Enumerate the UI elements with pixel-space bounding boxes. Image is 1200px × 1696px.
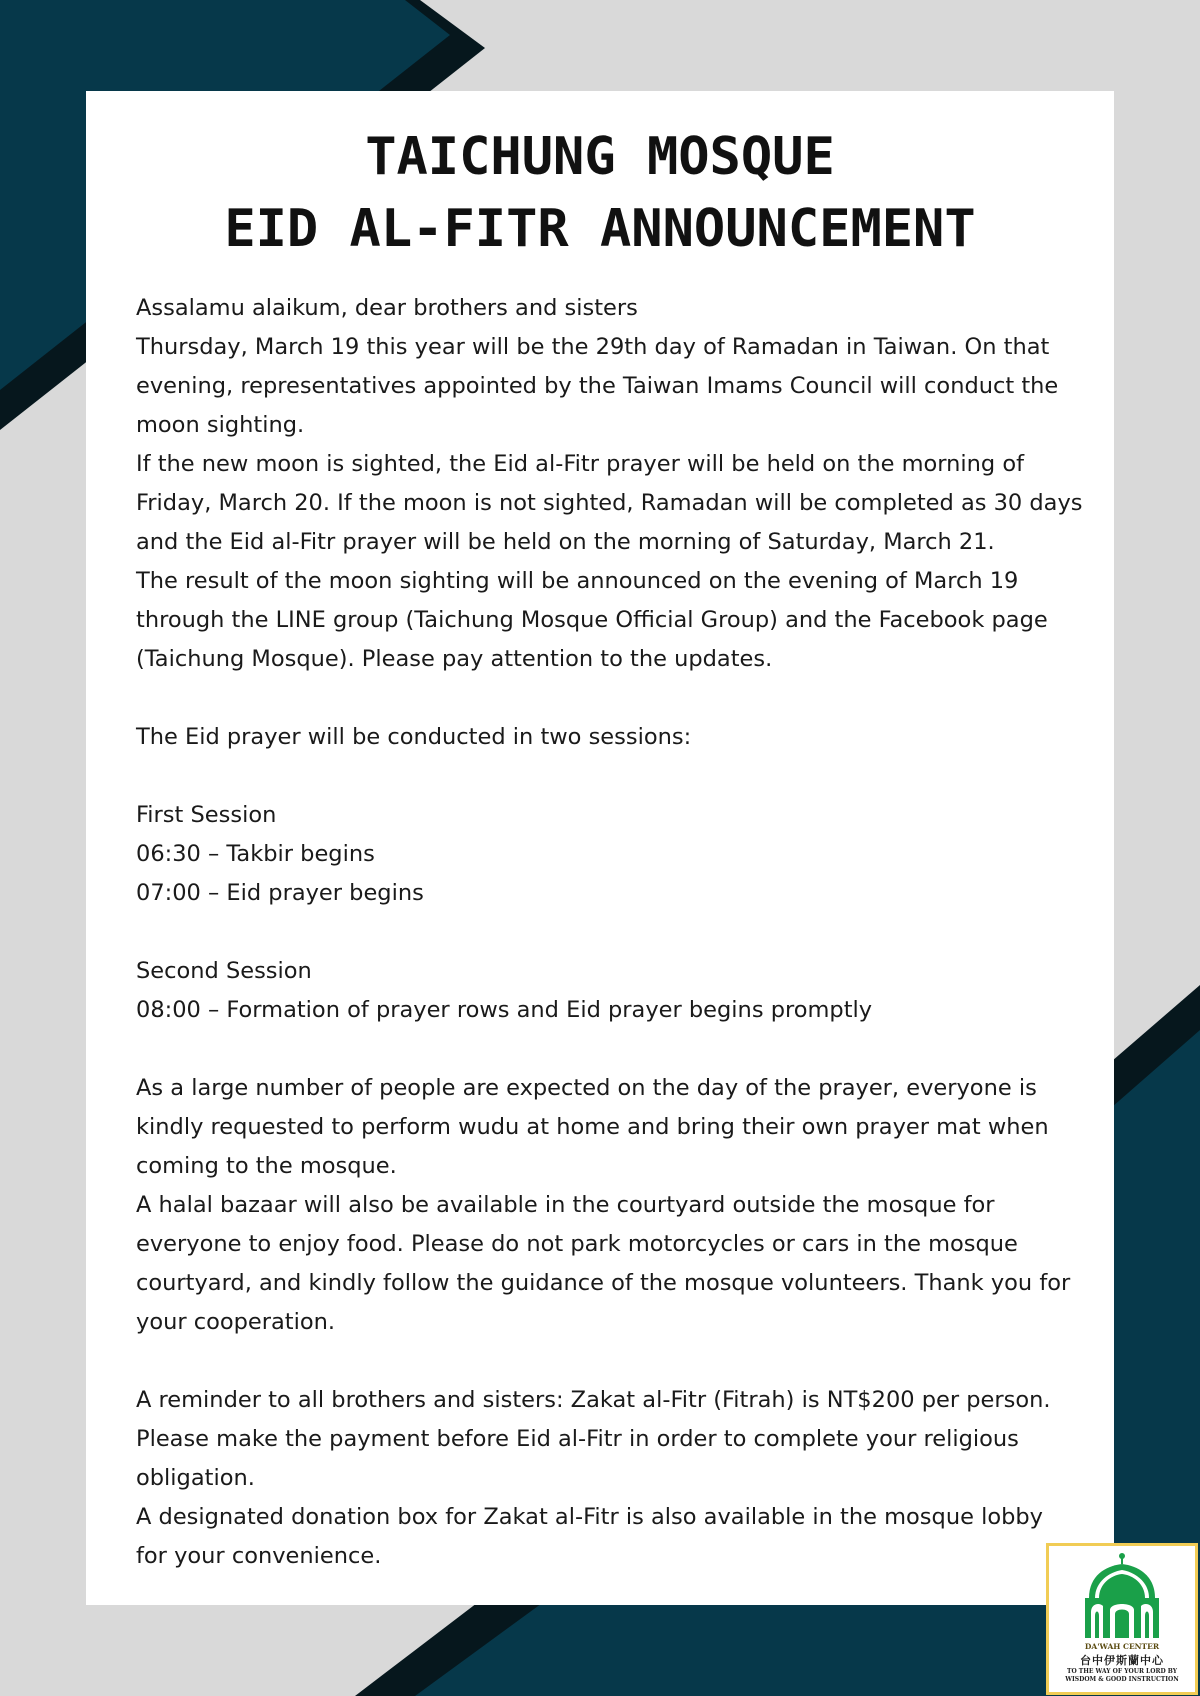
zakat-reminder-line: A reminder to all brothers and sisters: Zakat al-Fitr (Fitrah) is NT$200 per person.: [136, 1387, 1051, 1413]
logo-tagline-1: TO THE WAY OF YOUR LORD BY: [1066, 1668, 1178, 1675]
moon-sighting-line: evening, representatives appointed by the Taiwan Imams Council will conduct the: [136, 373, 1059, 399]
schedule-item: 06:30 – Takbir begins: [136, 841, 375, 867]
spacer: [136, 679, 1096, 718]
bazaar-notice-line: courtyard, and kindly follow the guidance of the mosque volunteers. Thank you for: [136, 1270, 1071, 1296]
moon-sighting-line: moon sighting.: [136, 412, 305, 438]
zakat-reminder-line: obligation.: [136, 1465, 255, 1491]
bazaar-notice-line: A halal bazaar will also be available in the courtyard outside the mosque for: [136, 1192, 995, 1218]
wudu-request-line: kindly requested to perform wudu at home and bring their own prayer mat when: [136, 1114, 1049, 1140]
prayer-date-line: Friday, March 20. If the moon is not sighted, Ramadan will be completed as 30 days: [136, 490, 1083, 516]
announcement-channel-line: through the LINE group (Taichung Mosque Official Group) and the Facebook page: [136, 607, 1048, 633]
spacer: [136, 757, 1096, 796]
schedule-item: 07:00 – Eid prayer begins: [136, 880, 424, 906]
spacer: [136, 1030, 1096, 1069]
announcement-body: [136, 289, 1096, 1576]
dawah-center-logo: [1046, 1543, 1198, 1695]
schedule-item: 08:00 – Formation of prayer rows and Eid prayer begins promptly: [136, 997, 873, 1023]
donation-box-line: for your convenience.: [136, 1543, 382, 1569]
title-line-2: EID AL-FITR ANNOUNCEMENT: [224, 199, 976, 259]
zakat-reminder-line: Please make the payment before Eid al-Fitr in order to complete your religious: [136, 1426, 1019, 1452]
prayer-date-line: and the Eid al-Fitr prayer will be held on the morning of Saturday, March 21.: [136, 529, 995, 555]
greeting: Assalamu alaikum, dear brothers and sisters: [136, 295, 638, 321]
bazaar-notice-line: everyone to enjoy food. Please do not park motorcycles or cars in the mosque: [136, 1231, 1018, 1257]
moon-sighting-line: Thursday, March 19 this year will be the 29th day of Ramadan in Taiwan. On that: [136, 334, 1050, 360]
logo-chinese-name: 台中伊斯蘭中心: [1080, 1654, 1164, 1667]
announcement-card: [86, 91, 1114, 1605]
announcement-channel-line: (Taichung Mosque). Please pay attention to the updates.: [136, 646, 773, 672]
wudu-request-line: coming to the mosque.: [136, 1153, 397, 1179]
sessions-intro: The Eid prayer will be conducted in two sessions:: [136, 724, 692, 750]
announcement-channel-line: The result of the moon sighting will be announced on the evening of March 19: [136, 568, 1019, 594]
wudu-request-line: As a large number of people are expected on the day of the prayer, everyone is: [136, 1075, 1037, 1101]
logo-name: DA'WAH CENTER: [1084, 1642, 1160, 1651]
prayer-date-line: If the new moon is sighted, the Eid al-Fitr prayer will be held on the morning of: [136, 451, 1025, 477]
second-session-heading: Second Session: [136, 958, 312, 984]
title-line-1: TAICHUNG MOSQUE: [365, 127, 835, 187]
logo-tagline-2: WISDOM & GOOD INSTRUCTION: [1065, 1676, 1179, 1683]
page-title: [86, 121, 1114, 265]
spacer: [136, 1342, 1096, 1381]
first-session-heading: First Session: [136, 802, 277, 828]
bazaar-notice-line: your cooperation.: [136, 1309, 336, 1335]
donation-box-line: A designated donation box for Zakat al-Fitr is also available in the mosque lobby: [136, 1504, 1043, 1530]
spacer: [136, 913, 1096, 952]
